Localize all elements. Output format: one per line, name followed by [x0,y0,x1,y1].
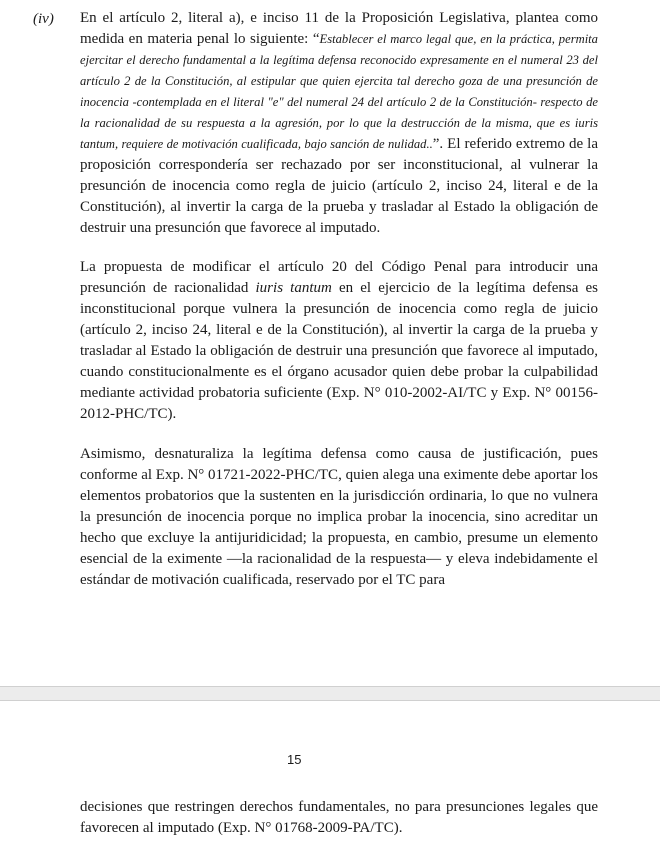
paragraph-justification-cause [80,444,598,591]
list-item-marker: (iv) [33,11,54,27]
page-separator [0,686,660,701]
paragraph-intro: En el artículo 2, literal a), e inciso 11 de la Proposición Legislativa, plantea como medida en materia penal lo siguiente: “ [80,10,598,47]
paragraph-proposal-measure [80,8,598,239]
paragraph-text: decisiones que restringen derechos fundamentales, no para presunciones legales que favorecen al imputado (Exp. N° 01768-2009-PA/TC). [80,799,598,836]
paragraph-text-after: en el ejercicio de la legítima defensa es inconstitucional porque vulnera la presunción de inocencia como regla de juicio (artículo 2, inciso 24, literal e de la Constitución), al invertir la carga de la prueba y trasladar al Estado la obligación de destruir una presunción que favorece al imputado, cuando constitucionalmente es el órgano acusador quien debe probar la culpabilidad mediante actividad probatoria suficiente (Exp. N° 010-2002-AI/TC y Exp. N° 00156-2012-PHC/TC). [80,280,598,422]
page-number: 15 [287,752,302,767]
paragraph-continuation [80,797,598,839]
quoted-proposal-text: Establecer el marco legal que, en la práctica, permita ejercitar el derecho fundamental a la legítima defensa reconocido expresamente en el numeral 23 del artículo 2 de la Constitución, al estipular que quien ejercita tal derecho goza de una presunción de inocencia -contemplada en el literal "e" del numeral 24 del artículo 2 de la Constitución- respecto de la racionalidad de su respuesta a la agresión, por lo que la destrucción de la misma, que es iuris tantum, requiere de motivación cualificada, bajo sanción de nulidad.. [80,32,598,151]
paragraph-text: Asimismo, desnaturaliza la legítima defensa como causa de justificación, pues conforme al Exp. N° 01721-2022-PHC/TC, quien alega una eximente debe aportar los elementos probatorios que la sustenten en la jurisdicción ordinaria, lo que no vulnera la presunción de inocencia porque no implica probar la inocencia, sino acreditar un hecho que excluye la antijuridicidad; la propuesta, en cambio, presume un elemento esencial de la eximente —la racionalidad de la respuesta— y eleva indebidamente el estándar de motivación cualificada, reservado por el TC para [80,446,598,588]
paragraph-conclusion: ”. El referido extremo de la proposición correspondería ser rechazado por ser inconstitucional, al vulnerar la presunción de inocencia como regla de juicio (artículo 2, inciso 24, literal e de la Constitución), al invertir la carga de la prueba y trasladar al Estado la obligación de destruir una presunción que favorece al imputado. [80,136,598,236]
paragraph-text-before: La propuesta de modificar el artículo 20 del Código Penal para introducir una presunción de racionalidad [80,259,598,296]
latin-term: iuris tantum [255,280,332,296]
paragraph-article-20-critique [80,257,598,425]
